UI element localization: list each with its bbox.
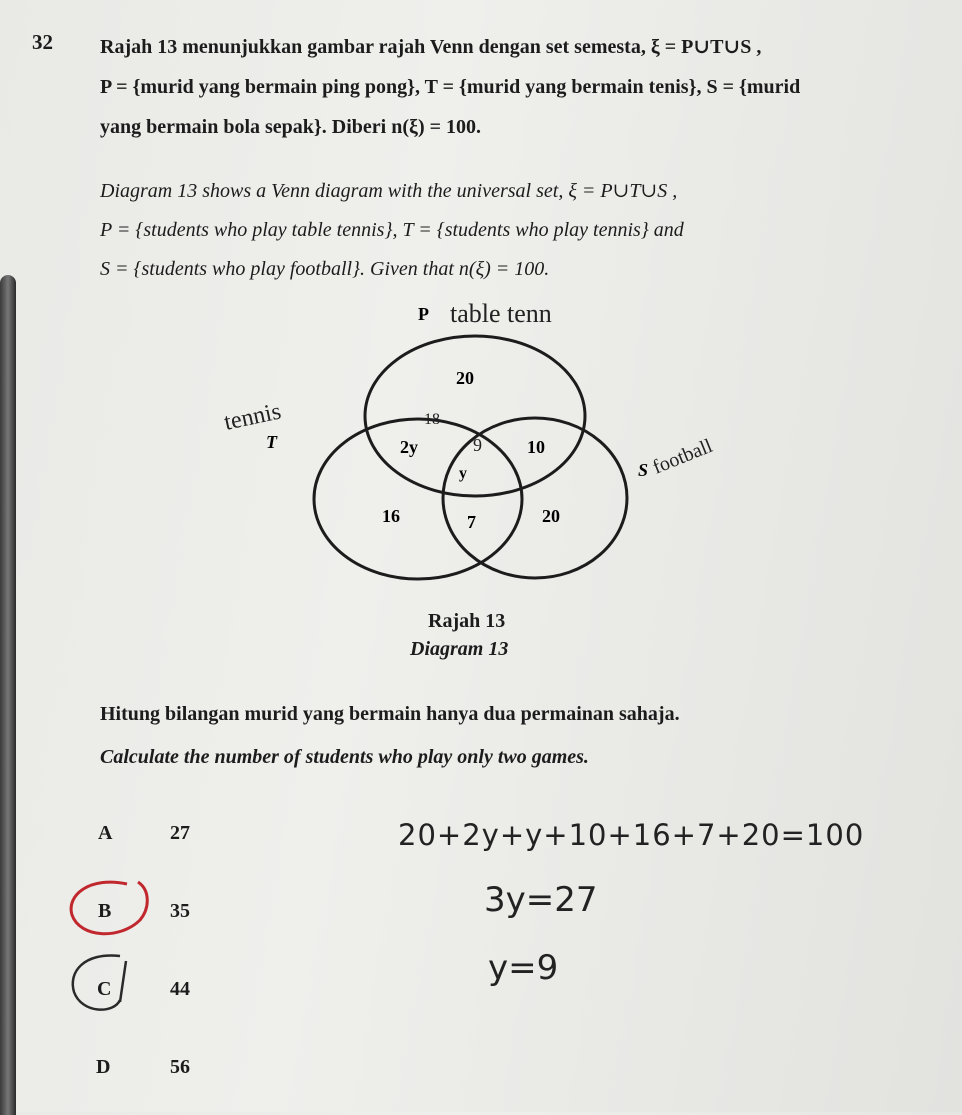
english-line-1: Diagram 13 shows a Venn diagram with the universal set, ξ = P∪T∪S , — [100, 180, 678, 202]
option-b-letter[interactable]: B — [98, 900, 112, 922]
region-p-t: 2y — [400, 437, 418, 457]
hand-equation: 20+2y+y+10+16+7+20=100 — [398, 818, 865, 852]
hand-note-p: table tenn — [450, 299, 552, 328]
region-s-only: 20 — [542, 506, 560, 526]
option-a-letter[interactable]: A — [98, 822, 113, 844]
region-t-only: 16 — [382, 506, 400, 526]
caption-english: Diagram 13 — [410, 638, 509, 660]
hand-note-s: football — [649, 434, 716, 479]
set-label-t: T — [266, 432, 277, 452]
english-line-3: S = {students who play football}. Given that n(ξ) = 100. — [100, 258, 550, 280]
prompt-malay: Hitung bilangan murid yang bermain hanya dua permainan sahaja. — [100, 703, 680, 725]
option-d-value: 56 — [170, 1056, 190, 1078]
option-d-letter[interactable]: D — [96, 1056, 111, 1078]
pencil-stroke — [120, 961, 126, 1002]
english-line-2: P = {students who play table tennis}, T = {students who play tennis} and — [100, 219, 684, 241]
region-p-t-s: y — [459, 465, 467, 482]
question-number: 32 — [32, 30, 53, 54]
hand-note-t: tennis — [221, 398, 284, 436]
malay-line-1: Rajah 13 menunjukkan gambar rajah Venn dengan set semesta, ξ = P∪T∪S , — [100, 36, 762, 58]
prompt-english: Calculate the number of students who play only two games. — [100, 746, 589, 768]
malay-line-2: P = {murid yang bermain ping pong}, T = {murid yang bermain tenis}, S = {murid — [100, 76, 801, 98]
option-c-letter[interactable]: C — [97, 978, 112, 1000]
hand-step-2: y=9 — [488, 948, 559, 988]
option-c-value: 44 — [170, 978, 190, 1000]
circle-p — [365, 336, 585, 496]
region-t-s: 7 — [467, 512, 476, 532]
circle-t — [314, 419, 522, 579]
malay-line-3: yang bermain bola sepak}. Diberi n(ξ) = 100. — [100, 116, 481, 138]
region-p-s: 10 — [527, 437, 545, 457]
region-p-only: 20 — [456, 368, 474, 388]
hand-note-18: 18 — [424, 411, 440, 428]
option-a-value: 27 — [170, 822, 190, 844]
set-label-p: P — [418, 304, 429, 324]
caption-malay: Rajah 13 — [428, 610, 506, 632]
option-b-value: 35 — [170, 900, 190, 922]
hand-note-9: 9 — [473, 435, 482, 455]
set-label-s: S — [638, 460, 649, 480]
hand-step-1: 3y=27 — [484, 880, 598, 920]
